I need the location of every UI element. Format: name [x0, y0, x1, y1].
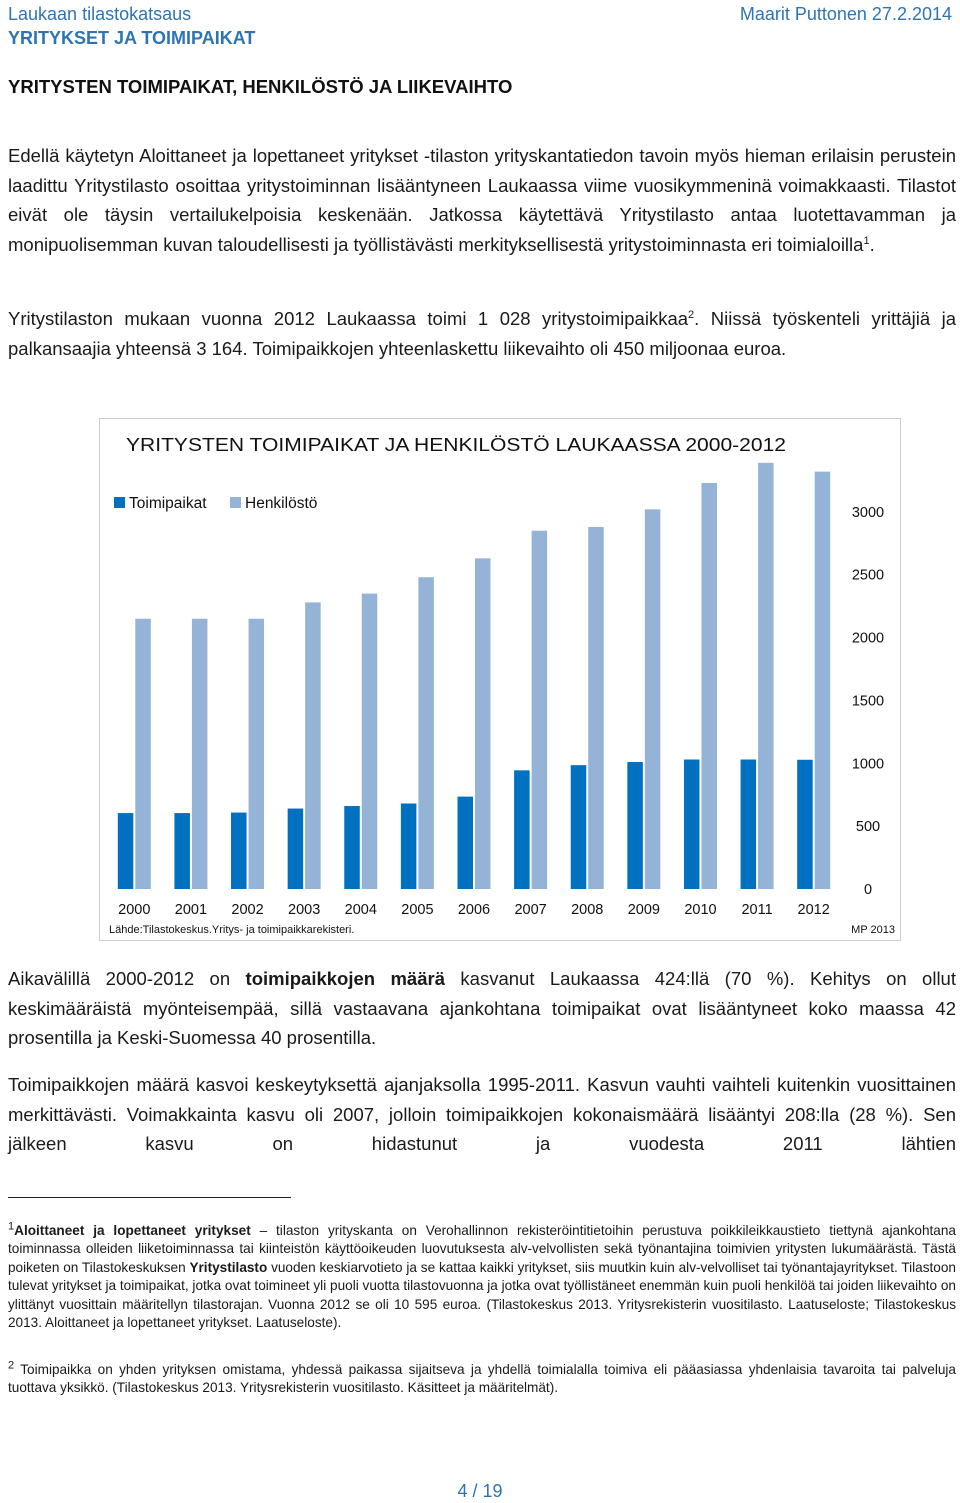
header-section-title: YRITYKSET JA TOIMIPAIKAT — [8, 28, 256, 48]
y-tick-label: 2000 — [851, 630, 885, 647]
bar-henkilosto-2000 — [135, 619, 151, 889]
bar-toimipaikat-2005 — [401, 804, 417, 889]
bar-toimipaikat-2002 — [231, 813, 247, 889]
header-author-date: Maarit Puttonen 27.2.2014 — [739, 4, 952, 24]
bar-toimipaikat-2003 — [288, 809, 304, 889]
page-number: 4 / 19 — [457, 1481, 503, 1501]
bar-toimipaikat-2011 — [741, 760, 757, 889]
page-title: YRITYSTEN TOIMIPAIKAT, HENKILÖSTÖ JA LIIKEVAIHTO — [8, 76, 513, 97]
y-tick-label: 3000 — [851, 504, 885, 521]
y-tick-label: 0 — [863, 882, 873, 898]
header-document-name: Laukaan tilastokatsaus — [8, 4, 192, 24]
bar-henkilosto-2010 — [701, 483, 717, 889]
bar-henkilosto-2012 — [815, 472, 831, 889]
footnote-1-text-b: vuoden keskiarvotieto ja se kattaa kaikki yritykset, siis muutkin kuin alv-velvolliset tai työnantajayritykset. Tilastoon tulevat yritykset ja toimipaikat, jotka ovat toimineet yli puoli vuotta tilastovuonna ja jotka ovat työllistäneet enemmän kuin puoli henkilöä tai joiden liikevaihto on ylittänyt vuosittain määritellyn tilastorajan. Vuonna 2012 se oli 10 595 euroa. (Tilastokeskus 2013. Yritysrekisterin vuositilasto. Laatuseloste; Tilastokeskus 2013. Aloittaneet ja lopettaneet yritykset. Laatuseloste). — [8, 1259, 956, 1331]
bar-toimipaikat-2004 — [344, 806, 360, 889]
paragraph-growth — [8, 964, 956, 1053]
bar-henkilosto-2008 — [588, 527, 604, 889]
bar-toimipaikat-2012 — [797, 760, 813, 889]
bar-toimipaikat-2000 — [118, 813, 134, 889]
footnote-ref-2[interactable]: 2 — [688, 308, 695, 321]
bar-henkilosto-2004 — [362, 594, 378, 889]
footnote-separator — [8, 1197, 291, 1198]
x-tick-label: 2008 — [571, 902, 604, 918]
x-tick-label: 2011 — [741, 902, 773, 918]
chart-title: YRITYSTEN TOIMIPAIKAT JA HENKILÖSTÖ LAUKAASSA 2000-2012 — [126, 434, 786, 455]
footnote-1-bold-b: Yritystilasto — [189, 1259, 268, 1275]
paragraph-trend: Toimipaikkojen määrä kasvoi keskeytyksettä ajanjaksolla 1995-2011. Kasvun vauhti vaihteli kuitenkin vuosittainen merkittävästi. Voimakkainta kasvu oli 2007, jolloin toimipaikkojen kokonaismäärä lisääntyi 208:lla (28 %). Sen jälkeen kasvu on hidastunut ja vuodesta 2011 lähtien — [8, 1074, 956, 1154]
paragraph-summary — [8, 304, 956, 363]
x-tick-label: 2009 — [627, 902, 660, 918]
legend-swatch-henkilosto — [230, 497, 241, 508]
bar-henkilosto-2006 — [475, 558, 491, 889]
footnote-1 — [8, 1222, 956, 1332]
paragraph-summary-text-b: . Niissä työskenteli yrittäjiä ja palkansaajia yhteensä 3 164. Toimipaikkojen yhteenlaskettu liikevaihto oli 450 miljoonaa euroa. — [8, 308, 956, 359]
paragraph-intro-tail: . — [869, 233, 875, 255]
paragraph-growth-a: Aikavälillä 2000-2012 on — [8, 968, 246, 989]
y-tick-label: 2500 — [851, 567, 885, 584]
bar-henkilosto-2009 — [645, 509, 661, 889]
bar-henkilosto-2003 — [305, 602, 321, 889]
bar-henkilosto-2007 — [532, 531, 548, 889]
bar-henkilosto-2011 — [758, 463, 774, 889]
x-tick-label: 2012 — [797, 902, 830, 918]
legend-label-henkilosto: Henkilöstö — [245, 495, 318, 512]
paragraph-summary-text-a: Yritystilaston mukaan vuonna 2012 Laukaassa toimi 1 028 yritystoimipaikkaa — [8, 308, 689, 329]
x-tick-label: 2003 — [288, 902, 321, 918]
x-tick-label: 2005 — [401, 902, 434, 918]
bar-toimipaikat-2006 — [458, 797, 474, 889]
chart-credit: MP 2013 — [851, 924, 895, 936]
bar-toimipaikat-2010 — [684, 760, 700, 889]
footnote-1-number: 1 — [8, 1220, 15, 1233]
paragraph-intro-text: Edellä käytetyn Aloittaneet ja lopettaneet yritykset -tilaston yrityskantatiedon tavoin myös hieman erilaisin perustein laadittu Yritystilasto osoittaa yritystoiminnan lisääntyneen Laukaassa viime vuosikymmeninä voimakkaasti. Tilastot eivät ole täysin vertailukelpoisia keskenään. Jatkossa käytettävä Yritystilasto antaa luotettavamman ja monipuolisemman kuvan taloudellisesti ja työllistävästi merkityksellisestä yritystoiminnasta eri toimialoilla — [8, 145, 956, 255]
y-tick-label: 1500 — [851, 693, 885, 710]
legend-swatch-toimipaikat — [114, 497, 125, 508]
bar-toimipaikat-2007 — [514, 770, 530, 889]
x-tick-label: 2001 — [174, 902, 208, 918]
legend-label-toimipaikat: Toimipaikat — [129, 495, 207, 512]
y-tick-label: 500 — [855, 819, 881, 836]
bar-henkilosto-2001 — [192, 619, 208, 889]
bar-toimipaikat-2009 — [627, 762, 643, 889]
paragraph-growth-c: kasvanut Laukaassa 424:llä (70 %). Kehitys on ollut keskimääräistä myönteisempää, sillä vastaavana ajankohtana toimipaikat ovat lisääntyneet koko maassa 42 prosentilla ja Keski-Suomessa 40 prosentilla. — [8, 968, 956, 1048]
footnote-2-number: 2 — [8, 1359, 15, 1372]
x-tick-label: 2010 — [684, 902, 717, 918]
y-tick-label: 1000 — [851, 756, 885, 773]
x-tick-label: 2006 — [457, 902, 491, 918]
footnote-1-bold-a: Aloittaneet ja lopettaneet yritykset — [14, 1223, 251, 1238]
bar-henkilosto-2002 — [249, 619, 264, 889]
footnote-2-text: Toimipaikka on yhden yrityksen omistama, yhdessä paikassa sijaitseva ja yhdellä toimialalla toimiva eli pääasiassa yhdenlaisia tavaroita tai palveluja tuottava yksikkö. (Tilastokeskus 2013. Yritysrekisterin vuositilasto. Käsitteet ja määritelmät). — [8, 1362, 956, 1396]
paragraph-growth-bold: toimipaikkojen määrä — [245, 968, 445, 989]
bar-toimipaikat-2001 — [174, 813, 190, 889]
bar-toimipaikat-2008 — [571, 765, 587, 889]
x-tick-label: 2000 — [118, 902, 151, 918]
x-tick-label: 2007 — [514, 902, 547, 918]
x-tick-label: 2004 — [344, 902, 377, 918]
footnote-1-text-a: – tilaston yrityskanta on Verohallinnon rekisteröintitietoihin perustuva poikkileikkaustieto tiettynä ajankohtana toiminnassa olleiden liiketoiminnassa tai kiinteistön käyttöoikeuden luovutuksesta alv-velvollisten sekä työnantajina toimivien yritysten lukumäärästä. Tästä poiketen on Tilastokeskuksen — [8, 1223, 956, 1275]
footnote-ref-1[interactable]: 1 — [863, 234, 870, 247]
bar-chart — [100, 419, 900, 940]
footnote-2 — [8, 1361, 956, 1398]
x-tick-label: 2002 — [231, 902, 264, 918]
chart-container — [99, 418, 901, 941]
bar-henkilosto-2005 — [418, 577, 434, 889]
chart-source-note: Lähde:Tilastokeskus.Yritys- ja toimipaikkarekisteri. — [109, 924, 355, 936]
paragraph-intro — [8, 141, 956, 259]
